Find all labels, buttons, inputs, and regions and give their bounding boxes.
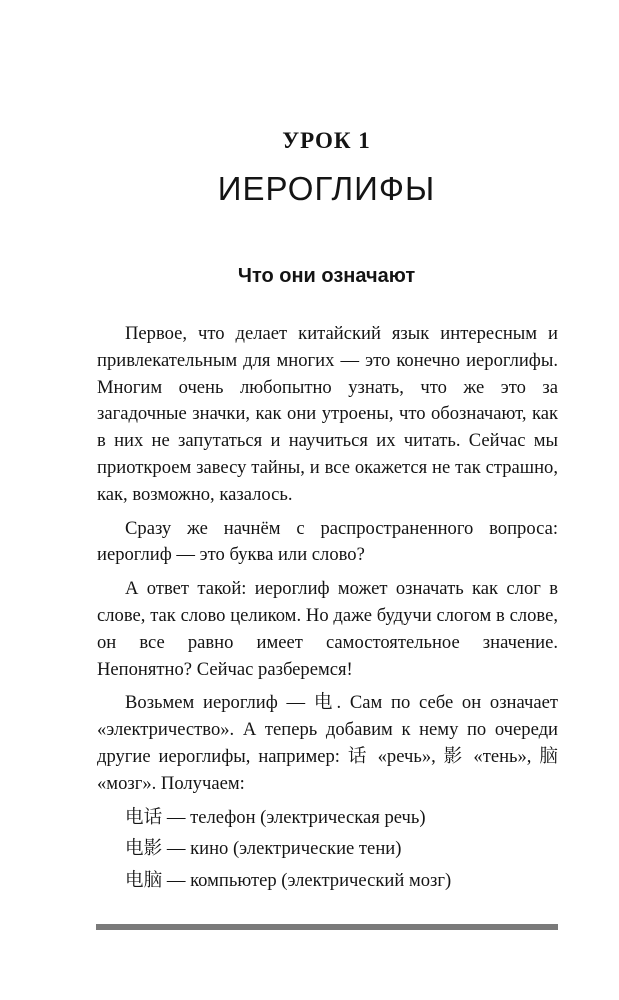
paragraph-intro: Первое, что делает китайский язык интересным и привлекательным для многих — это конечно иероглифы. Многим очень любопытно узнать, что же это за загадочные значки, как они утроены, что обозначают, как в них не запутаться и научиться их читать. Сейчас мы приоткроем завесу тайны, и все окажется не так страшно, как, возможно, казалось. [97,323,558,505]
section-heading: Что они означают [237,265,416,287]
example-line-movie [97,836,558,863]
example-meaning: — телефон (электрическая речь) [162,806,426,828]
meaning-brain: «мозг». Получаем: [97,772,245,794]
paragraph-example-intro [97,690,558,797]
meaning-speech: «речь», [369,745,444,767]
example-intro-text-1: Возьмем иероглиф — [125,692,314,714]
hieroglyph-ying: 影 [443,745,466,767]
lesson-label: УРОК 1 [282,128,371,153]
example-intro-text-2: . Сам по себе он означает «электричество». А теперь добавим к нему по очереди другие иероглифы, например: [97,692,558,767]
example-chars: 电影 [125,838,163,860]
paragraph-question: Сразу же начнём с распространенного вопроса: иероглиф — это буква или слово? [97,517,558,566]
hieroglyph-nao: 脑 [539,745,558,767]
example-chars: 电脑 [125,870,163,892]
example-chars: 电话 [125,806,163,828]
example-line-computer [97,868,558,895]
bottom-rule [96,924,558,930]
chapter-title: ИЕРОГЛИФЫ [217,170,436,207]
hieroglyph-dian: 电 [313,692,337,714]
example-line-phone [97,805,558,832]
example-meaning: — компьютер (электрический мозг) [162,870,452,892]
body-text [97,321,558,900]
hieroglyph-hua: 话 [347,745,370,767]
paragraph-answer: А ответ такой: иероглиф может означать как слог в слове, так слово целиком. Но даже будучи слогом в слове, он все равно имеет самостоятельное значение. Непонятно? Сейчас разберемся! [97,578,558,680]
example-meaning: — кино (электрические тени) [162,838,402,860]
meaning-shadow: «тень», [465,745,540,767]
